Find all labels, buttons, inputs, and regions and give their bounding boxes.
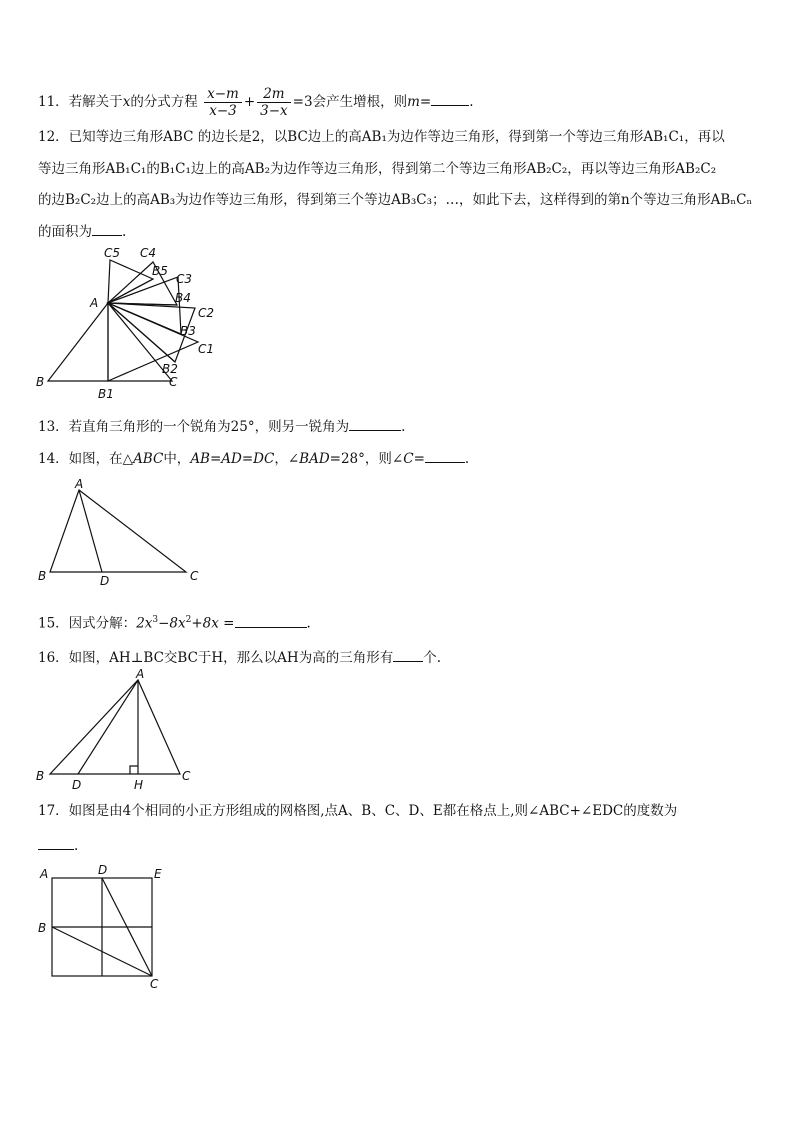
- triangle-abc-14: [50, 490, 186, 572]
- q14-answer-blank[interactable]: [425, 448, 465, 463]
- label-b4: B4: [175, 291, 191, 305]
- triangle-abc: [48, 303, 172, 381]
- label-b-17: B: [38, 921, 47, 935]
- q12-line-4: [38, 221, 126, 241]
- label-h-16: H: [134, 778, 144, 792]
- label-d-14: D: [100, 574, 110, 588]
- segment-ad-16: [78, 680, 138, 774]
- label-c5: C5: [104, 246, 121, 260]
- q14-text-c: ，∠: [274, 451, 300, 467]
- q15-expr-a: 2x: [136, 615, 153, 632]
- q11-suffix: 会产生增根，则: [312, 94, 408, 110]
- q14-text-e: =: [413, 451, 425, 467]
- label-b2: B2: [162, 362, 178, 376]
- q11-frac1-num: x−m: [204, 86, 242, 103]
- label-c2: C2: [198, 306, 215, 320]
- q17-line-1: 17．如图是由4个相同的小正方形组成的网格图,点A、B、C、D、E都在格点上,则∠ABC+∠EDC的度数为: [38, 803, 678, 819]
- q12-line-1: 12．已知等边三角形ABC 的边长是2，以BC边上的高AB₁为边作等边三角形，得到第一个等边三角形AB₁C₁，再以: [38, 129, 725, 145]
- q11-answer-blank[interactable]: [431, 91, 469, 106]
- question-11: [38, 86, 474, 119]
- q15-exp2: 2: [185, 615, 192, 625]
- label-c4: C4: [140, 246, 157, 260]
- label-b1: B1: [98, 387, 114, 401]
- q17-line-2: [38, 835, 78, 855]
- label-b: B: [36, 375, 45, 389]
- q12-line-2: 等边三角形AB₁C₁的B₁C₁边上的高AB₂为边作等边三角形，得到第二个等边三角形AB₂C₂，再以等边三角形AB₂C₂: [38, 161, 717, 177]
- label-a-16: A: [136, 667, 145, 681]
- figure-14: [30, 476, 210, 588]
- label-b-16: B: [36, 769, 45, 783]
- q11-number: 11．: [38, 94, 69, 110]
- q11-mid: 的分式方程: [130, 94, 198, 110]
- segment-ad: [79, 490, 102, 572]
- label-c-16: C: [182, 769, 191, 783]
- right-angle-mark: [130, 766, 138, 774]
- q16-text-a: 16．如图，AH⊥BC交BC于H，那么以AH为高的三角形有: [38, 650, 394, 666]
- q15-answer-blank[interactable]: [235, 613, 307, 628]
- q11-prefix: 若解关于: [68, 94, 123, 110]
- question-14: [38, 448, 469, 468]
- label-c1: C1: [198, 342, 215, 356]
- q12-end: .: [122, 224, 127, 240]
- question-13: [38, 416, 405, 436]
- label-d-17: D: [98, 863, 108, 877]
- q17-end: .: [74, 838, 79, 854]
- q15-end: .: [306, 615, 311, 632]
- q11-fraction-2: [257, 86, 291, 119]
- q11-plus: +: [243, 94, 256, 110]
- q15-expr-b: −8x: [158, 615, 186, 632]
- label-a: A: [90, 296, 99, 310]
- label-c-14: C: [190, 569, 199, 583]
- q12-line4-text: 的面积为: [38, 224, 92, 240]
- label-a-17: A: [40, 867, 49, 881]
- q14-text-d: =28°，则∠: [329, 451, 404, 467]
- q12-line-3: 的边B₂C₂边上的高AB₃为边作等边三角形，得到第三个等边AB₃C₃；…，如此下去，这样得到的第n个等边三角形ABₙCₙ: [38, 192, 753, 208]
- q15-exp1: 3: [152, 615, 159, 625]
- q13-text: 13．若直角三角形的一个锐角为25°，则另一锐角为: [38, 419, 350, 435]
- q11-m: m: [407, 94, 420, 110]
- q14-text-a: 14．如图，在△: [38, 451, 134, 467]
- q14-end: .: [464, 451, 470, 467]
- question-15: [38, 611, 311, 633]
- label-d-16: D: [72, 778, 82, 792]
- q11-frac1-den: x−3: [209, 103, 237, 119]
- q14-abc: ABC: [133, 451, 164, 467]
- label-b5: B5: [152, 264, 168, 278]
- q11-frac2-den: 3−x: [260, 103, 288, 119]
- q11-fraction-1: [204, 86, 242, 119]
- q11-frac2-num: 2m: [257, 86, 291, 103]
- q15-expr-c: +8x =: [191, 615, 235, 632]
- label-e-17: E: [154, 867, 162, 881]
- q11-var: x: [122, 94, 131, 110]
- triangle-abc-16: [50, 680, 180, 774]
- question-16: [38, 647, 441, 667]
- q11-equals: =: [419, 94, 432, 110]
- q15-text: 15．因式分解：: [38, 615, 137, 632]
- q11-eq: =3: [292, 94, 313, 110]
- q13-end: .: [401, 419, 406, 435]
- label-a-14: A: [75, 477, 84, 491]
- q12-answer-blank[interactable]: [92, 221, 122, 236]
- q14-c: C: [403, 451, 414, 467]
- q17-answer-blank[interactable]: [38, 835, 74, 850]
- q13-answer-blank[interactable]: [349, 416, 401, 431]
- label-c-17: C: [150, 977, 159, 991]
- label-c3: C3: [176, 272, 193, 286]
- figure-12: [30, 245, 230, 405]
- figure-17: [30, 862, 180, 992]
- label-b3: B3: [180, 324, 196, 338]
- q14-condition: AB=AD=DC: [190, 451, 275, 467]
- q16-text-b: 个.: [423, 650, 441, 666]
- q16-answer-blank[interactable]: [393, 647, 423, 662]
- label-b-14: B: [38, 569, 47, 583]
- figure-16: [30, 666, 210, 794]
- label-c: C: [169, 375, 178, 389]
- q14-text-b: 中，: [163, 451, 191, 467]
- q14-bad: BAD: [299, 451, 330, 467]
- q11-end: .: [469, 94, 474, 110]
